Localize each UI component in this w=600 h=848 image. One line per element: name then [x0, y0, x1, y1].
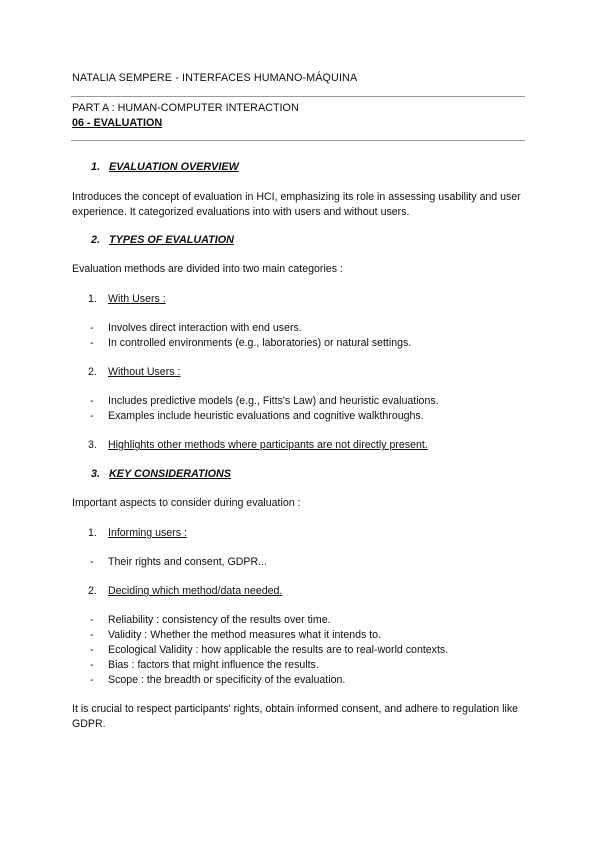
bullet-item: [90, 336, 411, 351]
bullet-text: Examples include heuristic evaluations and cognitive walkthroughs.: [108, 410, 424, 422]
subsection-number: 2.: [88, 585, 97, 597]
bullet-dash: -: [90, 337, 94, 349]
section-number: 3.: [91, 468, 101, 480]
bullet-dash: -: [90, 614, 94, 626]
bullet-text: Scope : the breadth or specificity of the evaluation.: [108, 674, 346, 686]
bullet-text: Reliability : consistency of the results over time.: [108, 614, 331, 626]
section-heading-key-considerations: [91, 467, 231, 483]
bullet-dash: -: [90, 644, 94, 656]
section-title: EVALUATION OVERVIEW: [109, 161, 239, 173]
bullet-item: [90, 394, 439, 409]
bullet-dash: -: [90, 322, 94, 334]
header-divider-top: [71, 96, 525, 97]
subsection-number: 1.: [88, 527, 97, 539]
chapter-title: 06 - EVALUATION: [72, 117, 163, 129]
author-course-line: NATALIA SEMPERE - INTERFACES HUMANO-MÁQUINA: [72, 72, 358, 84]
bullet-text: In controlled environments (e.g., laboratories) or natural settings.: [108, 337, 412, 349]
section-number: 1.: [91, 161, 101, 173]
bullet-text: Includes predictive models (e.g., Fitts's Law) and heuristic evaluations.: [108, 395, 439, 407]
subsection-with-users: [88, 292, 166, 307]
part-line: PART A : HUMAN-COMPUTER INTERACTION: [72, 102, 299, 114]
bullet-item: [90, 673, 345, 688]
subsection-deciding-method: [88, 584, 282, 599]
subsection-title: Highlights other methods where participants are not directly present.: [108, 439, 428, 451]
bullet-dash: -: [90, 395, 94, 407]
bullet-dash: -: [90, 659, 94, 671]
subsection-number: 3.: [88, 439, 97, 451]
bullet-text: Their rights and consent, GDPR...: [108, 556, 267, 568]
subsection-title: Deciding which method/data needed.: [108, 585, 283, 597]
subsection-title: Informing users :: [108, 527, 187, 539]
bullet-item: [90, 643, 448, 658]
bullet-item: [90, 321, 302, 336]
section-paragraph: Introduces the concept of evaluation in HCI, emphasizing its role in assessing usability and user experience. It categorized evaluations into with users and without users.: [72, 191, 521, 218]
bullet-text: Ecological Validity : how applicable the results are to real-world contexts.: [108, 644, 449, 656]
bullet-item: [90, 628, 381, 643]
bullet-text: Validity : Whether the method measures what it intends to.: [108, 629, 382, 641]
bullet-item: [90, 658, 319, 673]
subsection-other-methods: [88, 438, 428, 453]
bullet-text: Involves direct interaction with end users.: [108, 322, 302, 334]
subsection-without-users: [88, 365, 180, 380]
bullet-dash: -: [90, 674, 94, 686]
section-paragraph: Important aspects to consider during evaluation :: [72, 497, 301, 509]
bullet-item: [90, 409, 424, 424]
subsection-title: With Users :: [108, 293, 166, 305]
bullet-dash: -: [90, 410, 94, 422]
section-number: 2.: [91, 234, 101, 246]
bullet-item: [90, 613, 331, 628]
bullet-item: [90, 555, 267, 570]
subsection-title: Without Users :: [108, 366, 181, 378]
bullet-dash: -: [90, 556, 94, 568]
subsection-number: 2.: [88, 366, 97, 378]
header-divider-bottom: [71, 140, 525, 141]
section-title: KEY CONSIDERATIONS: [109, 468, 231, 480]
subsection-number: 1.: [88, 293, 97, 305]
bullet-text: Bias : factors that might influence the results.: [108, 659, 319, 671]
section-heading-types-of-evaluation: [91, 233, 234, 249]
bullet-dash: -: [90, 629, 94, 641]
section-heading-evaluation-overview: [91, 160, 239, 176]
section-title: TYPES OF EVALUATION: [109, 234, 234, 246]
section-paragraph: Evaluation methods are divided into two main categories :: [72, 263, 343, 275]
closing-paragraph: It is crucial to respect participants' rights, obtain informed consent, and adhere to regulation like GDPR.: [72, 703, 519, 730]
subsection-informing-users: [88, 526, 187, 541]
